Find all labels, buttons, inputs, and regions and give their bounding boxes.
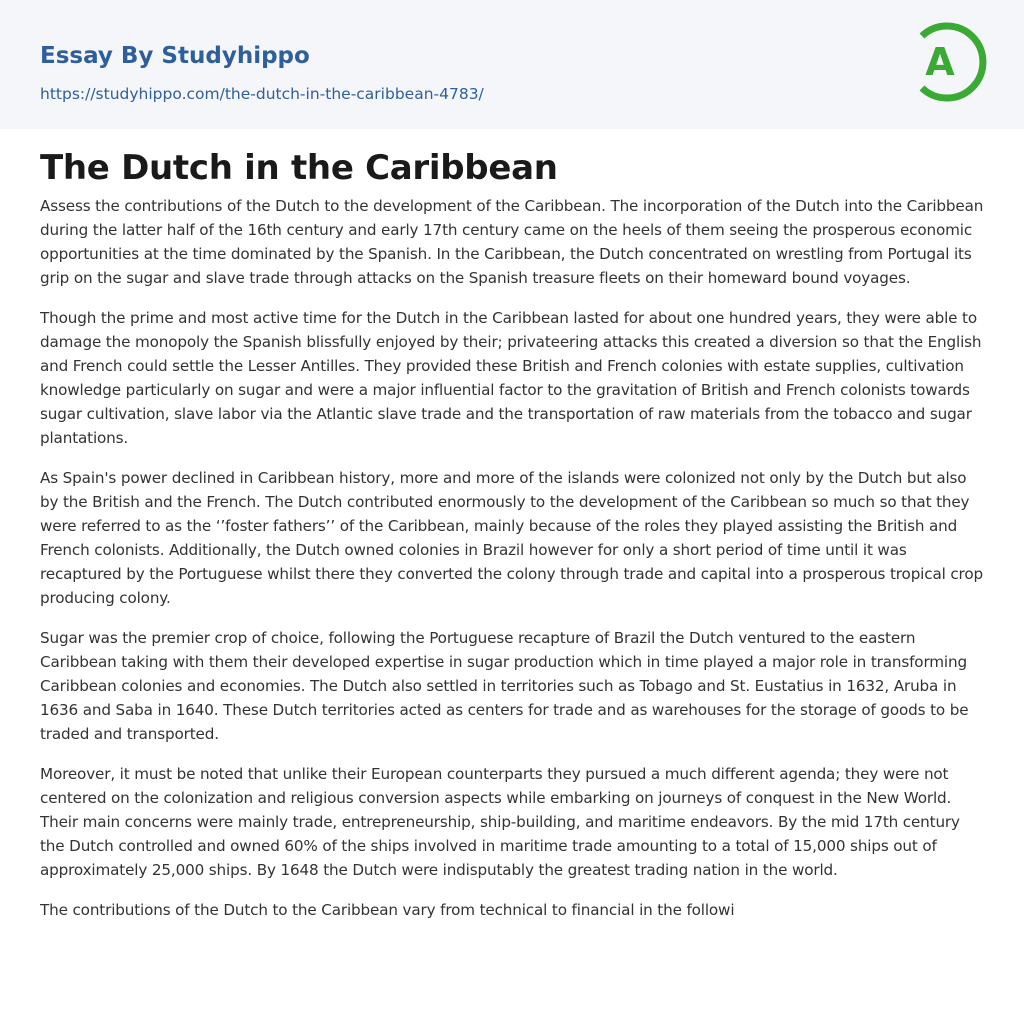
essay-url-link[interactable]: https://studyhippo.com/the-dutch-in-the-caribbean-4783/ bbox=[40, 85, 484, 103]
studyhippo-logo-icon[interactable] bbox=[910, 18, 990, 106]
essay-paragraph-6: The contributions of the Dutch to the Caribbean vary from technical to financial in the followi bbox=[40, 901, 735, 919]
essay-title: The Dutch in the Caribbean bbox=[40, 148, 558, 188]
essay-paragraph-3: As Spain's power declined in Caribbean history, more and more of the islands were colonized not only by the Dutch but also by the British and the French. The Dutch contributed enormously to the development of the Caribbean so much so that they were referred to as the ‘’foster fathers’’ of the Caribbean, mainly because of the roles they played assisting the British and French colonists. Additionally, the Dutch owned colonies in Brazil however for only a short period of time until it was recaptured by the Portuguese whilst there they converted the colony through trade and capital into a prosperous tropical crop producing colony. bbox=[40, 469, 983, 607]
essay-paragraph-5: Moreover, it must be noted that unlike their European counterparts they pursued a much different agenda; they were not centered on the colonization and religious conversion aspects while embarking on journeys of conquest in the New World. Their main concerns were mainly trade, entrepreneurship, ship-building, and maritime endeavors. By the mid 17th century the Dutch controlled and owned 60% of the ships involved in maritime trade amounting to a total of 15,000 ships out of approximately 25,000 ships. By 1648 the Dutch were indisputably the greatest trading nation in the world. bbox=[40, 765, 960, 879]
essay-paragraph-4: Sugar was the premier crop of choice, following the Portuguese recapture of Brazil the Dutch ventured to the eastern Caribbean taking with them their developed expertise in sugar production which in time played a major role in transforming Caribbean colonies and economies. The Dutch also settled in territories such as Tobago and St. Eustatius in 1632, Aruba in 1636 and Saba in 1640. These Dutch territories acted as centers for trade and as warehouses for the storage of goods to be traded and transported. bbox=[40, 629, 969, 743]
essay-paragraph-2: Though the prime and most active time for the Dutch in the Caribbean lasted for about one hundred years, they were able to damage the monopoly the Spanish blissfully enjoyed by their; privateering attacks this created a diversion so that the English and French could settle the Lesser Antilles. They provided these British and French colonies with estate supplies, cultivation knowledge particularly on sugar and were a major influential factor to the gravitation of British and French colonists towards sugar cultivation, slave labor via the Atlantic slave trade and the transportation of raw materials from the tobacco and sugar plantations. bbox=[40, 309, 982, 447]
essay-content bbox=[40, 146, 988, 938]
site-brand[interactable]: Essay By Studyhippo bbox=[40, 43, 310, 69]
site-header bbox=[0, 0, 1024, 129]
essay-paragraph-1: Assess the contributions of the Dutch to the development of the Caribbean. The incorporation of the Dutch into the Caribbean during the latter half of the 16th century and early 17th century came on the heels of them seeing the prosperous economic opportunities at the time dominated by the Spanish. In the Caribbean, the Dutch concentrated on wrestling from Portugal its grip on the sugar and slave trade through attacks on the Spanish treasure fleets on their homeward bound voyages. bbox=[40, 197, 984, 287]
logo-letter: A bbox=[925, 40, 955, 84]
